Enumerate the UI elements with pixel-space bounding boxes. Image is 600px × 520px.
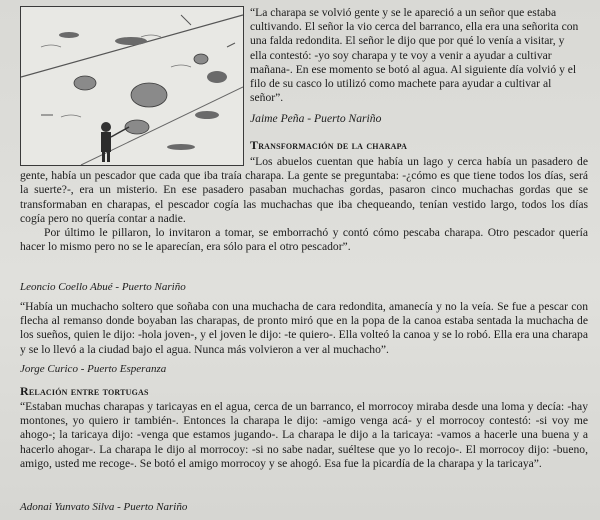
story-1-line: señor”. <box>250 91 284 105</box>
turtle-drawing-illustration <box>20 6 244 166</box>
river-scene-drawing <box>21 7 243 165</box>
story-1-line: mañana-. En ese momento se botó al agua. Al siguiente día volvió y el <box>250 62 577 76</box>
section-title-relacion: Relación entre tortugas <box>20 384 149 398</box>
story-1-line: “La charapa se volvió gente y se le apareció a un señor que estaba <box>250 6 557 19</box>
section-4-text: “Estaban muchas charapas y taricayas en el agua, cerca de un barranco, el morrocoy miraba desde una loma y decía: -hay montones, yo quiero ir también-. Entonces la charapa le dijo: -amigo venga acá- y el morrocoy contestó: -si voy me ahogo-; la taricaya dijo: -venga que estamos jugando-. La charapa le dijo a la taricaya: -vamos a hacerle una buena y a hacerlo ahogar-. La charapa le dijo al morrocoy: -si no sabe nadar, suéltese que yo lo recojo-. El morrocoy dijo: -bueno, amigo, usted me recoge-. Se botó el amigo morrocoy y se ahogó. Esa fue la picardía de la charapa y la taricaya”. <box>20 400 588 470</box>
story-1-text <box>250 6 588 105</box>
story-1-line: una falda redondita. El señor le dijo que por qué lo venía a visitar, y <box>250 34 565 48</box>
story-1-line: filo de su casco lo utilizó como machete para ayudar a cultivar al <box>250 77 552 91</box>
section-2-signature: Leoncio Coello Abué - Puerto Nariño <box>20 281 186 293</box>
section-2-paragraph-1: “Los abuelos cuentan que había un lago y cerca había un pasadero de gente, había un pescador que cada que iba traía charapa. La gente se preguntaba: -¿cómo es que tiene todos los días, será la suerte?-, era un misterio. En ese pasadero pasaban muchachas gordas, pasaron cinco muchachas gordas que se transformaban en charapas, el pescador cogía las muchachas que iba chequeando, tenían vestido largo, todos los días cogía pero no quería contar a nadie. <box>20 155 588 225</box>
section-2-paragraph-2: Por último le pillaron, lo invitaron a tomar, se emborrachó y contó cómo pescaba charapa. Otro pescador quería hacer lo mismo pero no se le aparecían, era sólo para el otro pescador”. <box>20 226 588 254</box>
section-title-transformacion: Transformación de la charapa <box>250 138 408 152</box>
story-3-signature: Jorge Curico - Puerto Esperanza <box>20 363 167 375</box>
story-3-text: “Había un muchacho soltero que soñaba con una muchacha de cara redondita, amanecía y no la veía. Se fue a pescar con flecha al remanso donde boyaban las charapas, de pronto miró que en la popa de la canoa estaba sentada la muchacha de los sueños, quien le dijo: -hola joven-, y el joven le dijo: -te quiero-. Ella volteó la canoa y se lo robó. Ella era una charapa y se lo llevó a la ciudad bajo el agua. Nunca más volvieron a ver al muchacho”. <box>20 300 588 356</box>
section-2-body <box>20 155 588 254</box>
story-1-line: cultivando. El señor la vio cerca del barranco, ella era una señorita con <box>250 20 579 34</box>
section-4-signature: Adonai Yunvato Silva - Puerto Nariño <box>20 501 188 513</box>
story-1-line: ella contestó: -yo soy charapa y te voy a venir a ayudar a cultivar <box>250 48 552 62</box>
story-1-signature: Jaime Peña - Puerto Nariño <box>250 112 382 125</box>
